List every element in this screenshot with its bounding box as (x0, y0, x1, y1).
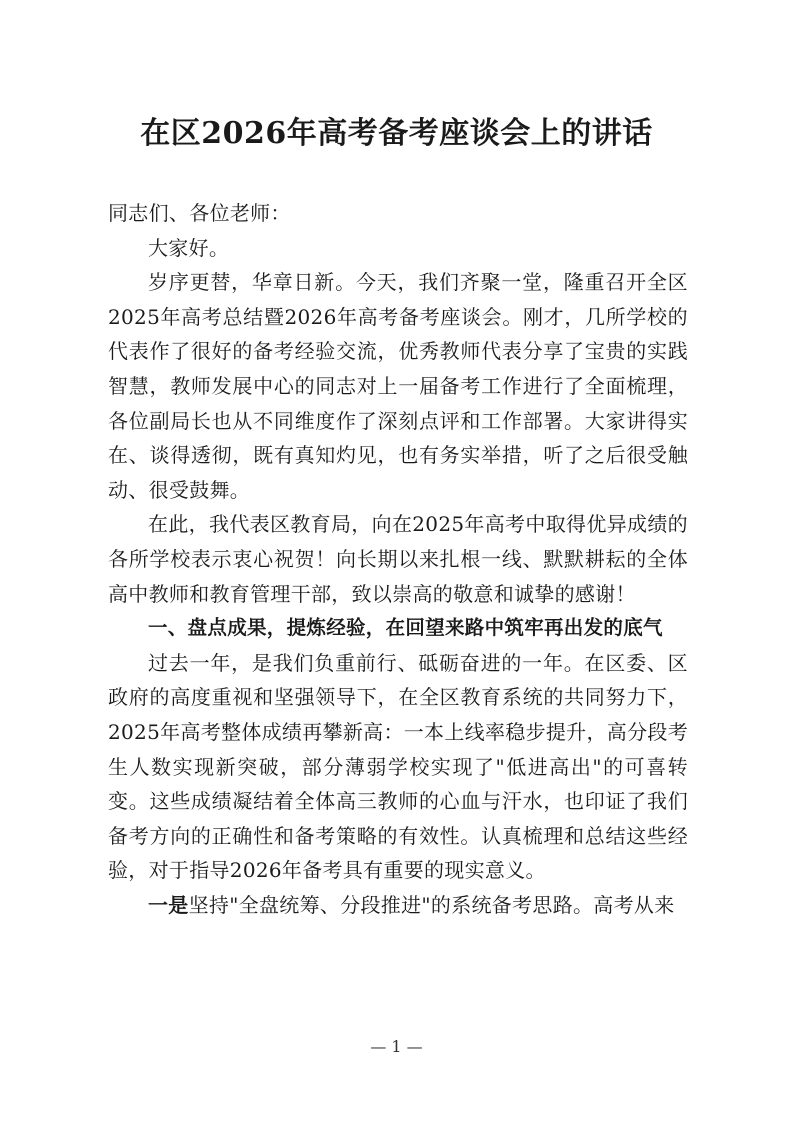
paragraph-point-one (108, 888, 688, 923)
document-body (108, 196, 688, 922)
paragraph-thanks: 在此，我代表区教育局，向在2025年高考中取得优异成绩的各所学校表示衷心祝贺！向长期以来扎根一线、默默耕耘的全体高中教师和教育管理干部，致以崇高的敬意和诚挚的感谢！ (108, 512, 688, 606)
point-text: 坚持"全盘统筹、分段推进"的系统备考思路。高考从来 (188, 892, 675, 917)
paragraph-review: 过去一年，是我们负重前行、砥砺奋进的一年。在区委、区政府的高度重视和坚强领导下，在全区教育系统的共同努力下，2025年高考整体成绩再攀新高：一本上线率稳步提升，高分段考生人数实现新突破，部分薄弱学校实现了"低进高出"的可喜转变。这些成绩凝结着全体高三教师的心血与汗水，也印证了我们备考方向的正确性和备考策略的有效性。认真梳理和总结这些经验，对于指导2026年备考具有重要的现实意义。 (108, 650, 688, 883)
greeting: 大家好。 (148, 235, 230, 260)
point-lead: 一是 (148, 892, 189, 917)
salutation: 同志们、各位老师： (108, 201, 291, 225)
page-number: — 1 — (370, 1037, 423, 1056)
paragraph-opening: 岁序更替，华章日新。今天，我们齐聚一堂，隆重召开全区2025年高考总结暨2026年高考备考座谈会。刚才，几所学校的代表作了很好的备考经验交流，优秀教师代表分享了宝贵的实践智慧，教师发展中心的同志对上一届备考工作进行了全面梳理，各位副局长也从不同维度作了深刻点评和工作部署。大家讲得实在、谈得透彻，既有真知灼见，也有务实举措，听了之后很受触动、很受鼓舞。 (108, 270, 688, 502)
document-title: 在区2026年高考备考座谈会上的讲话 (140, 116, 653, 151)
section-heading: 一、盘点成果，提炼经验，在回望来路中筑牢再出发的底气 (148, 616, 663, 640)
